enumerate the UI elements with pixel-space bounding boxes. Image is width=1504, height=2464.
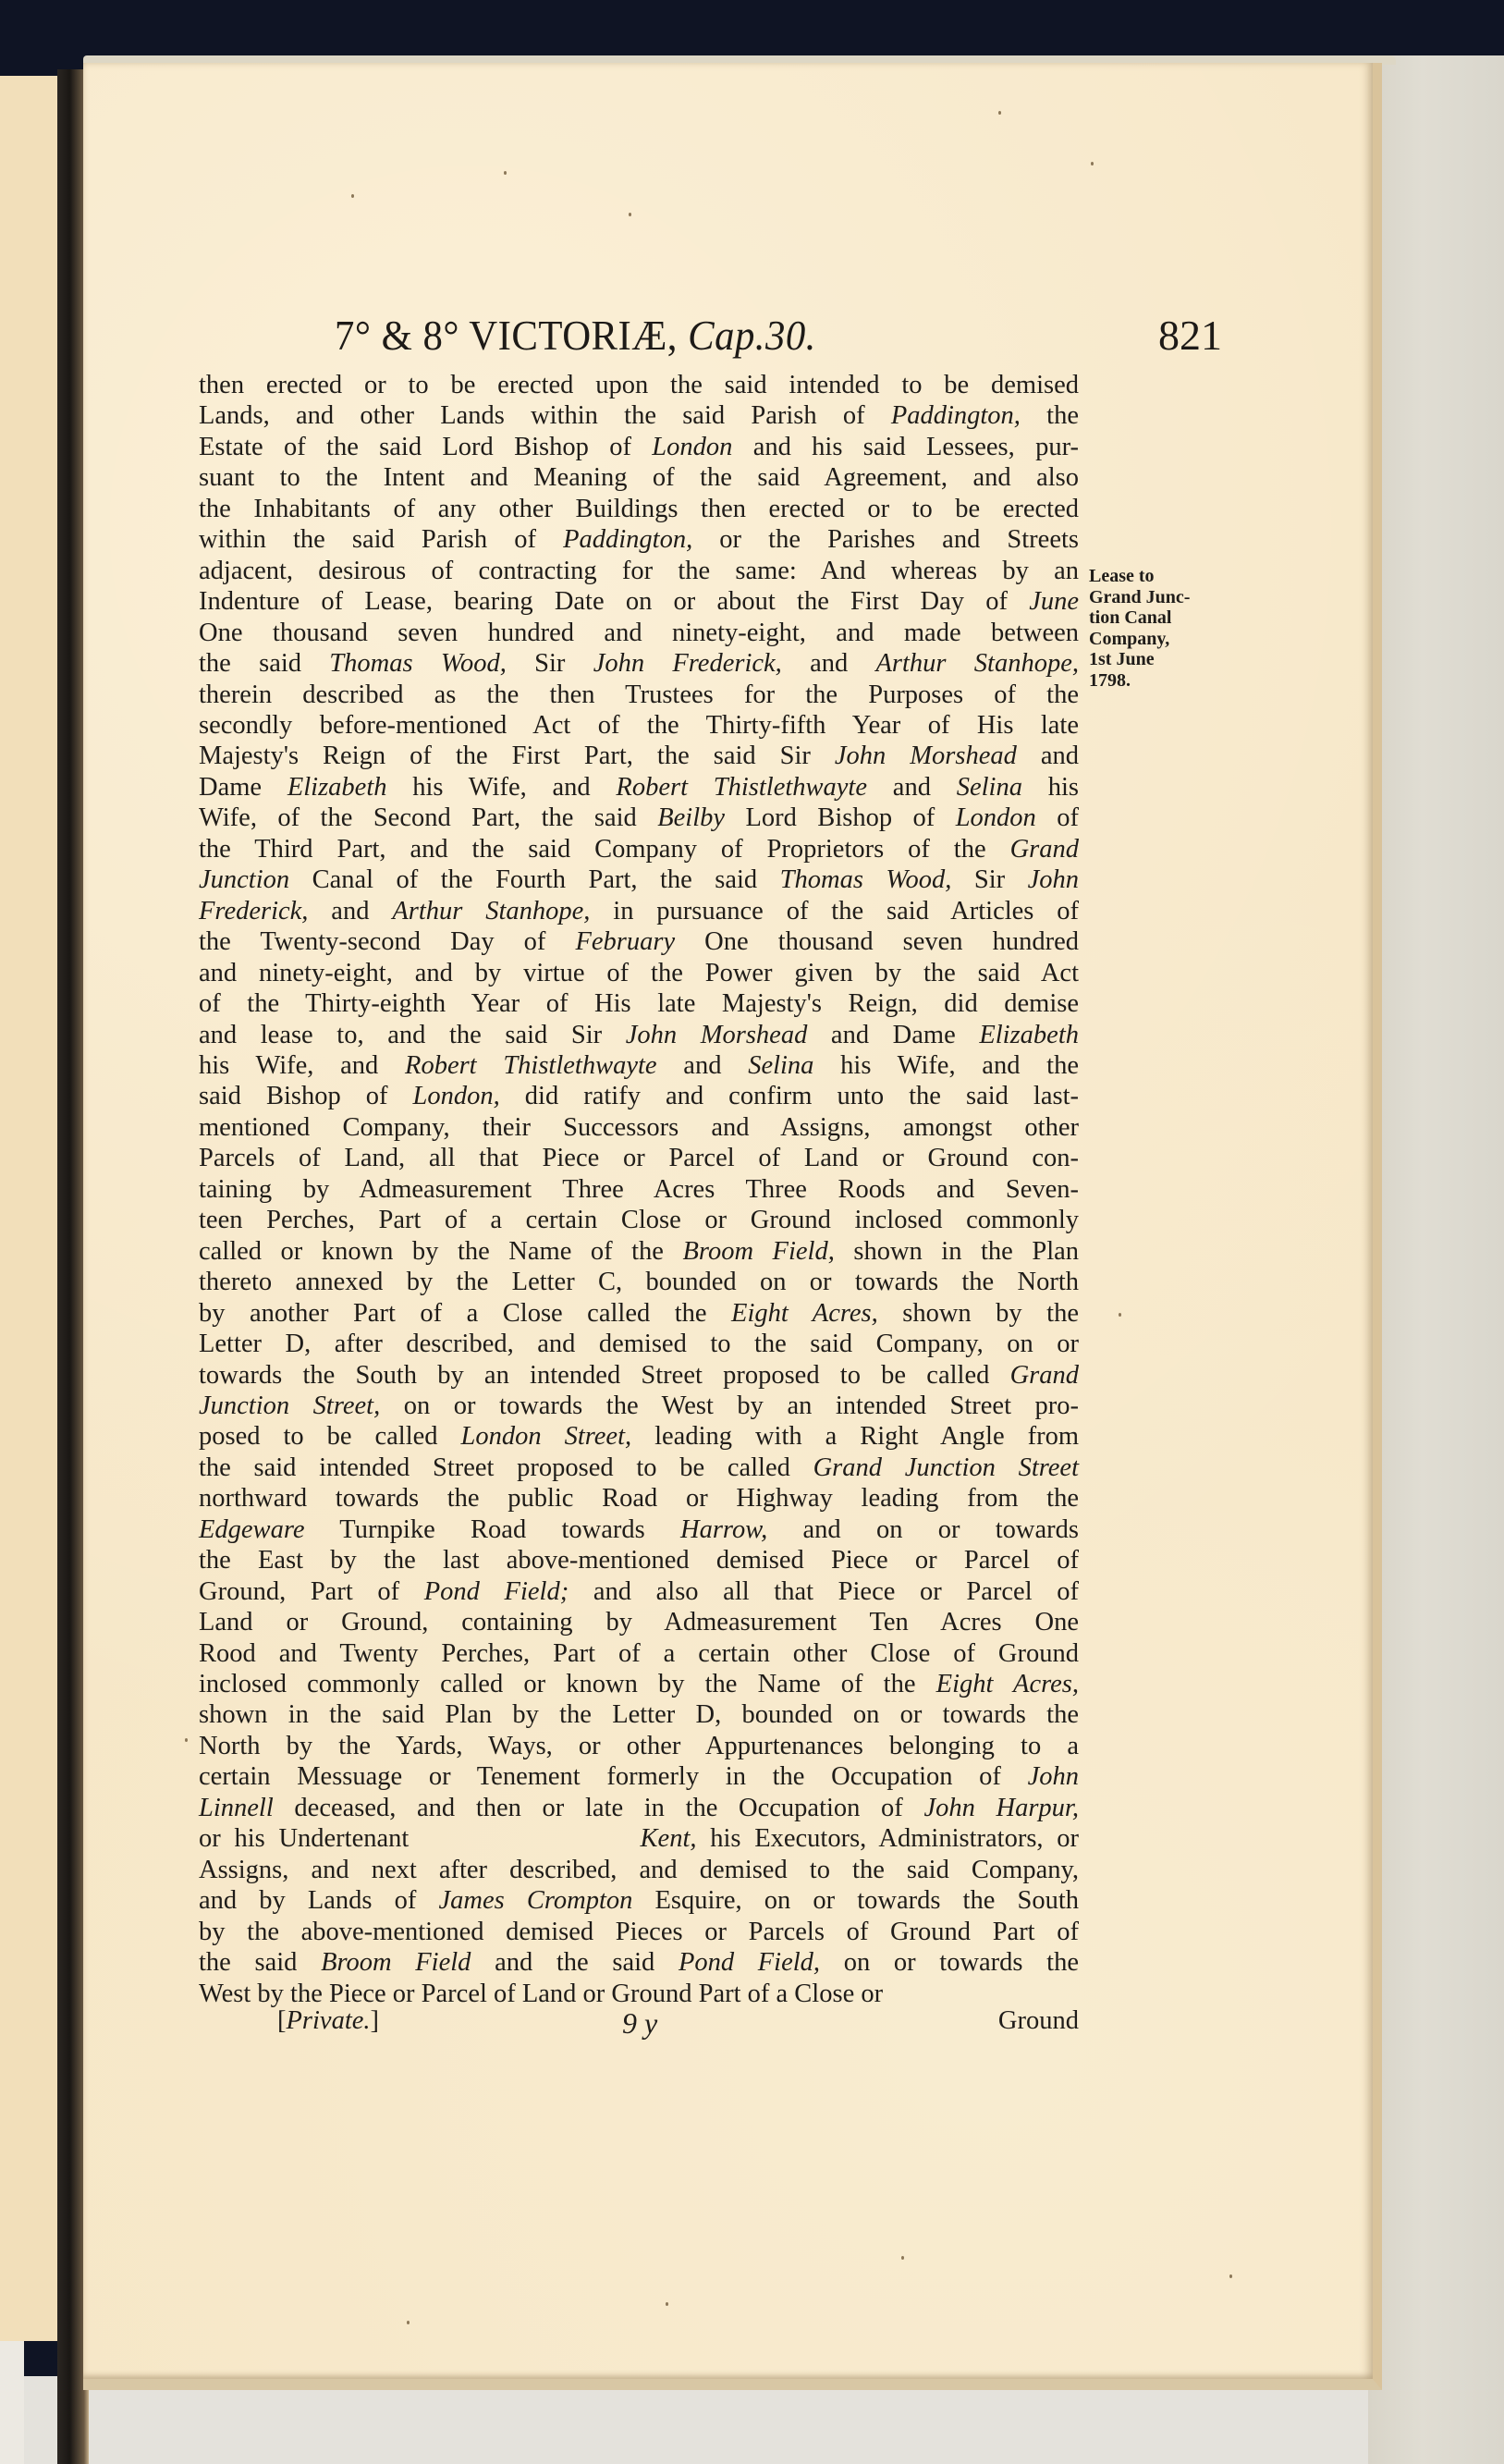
italic-text: Linnell [199, 1793, 274, 1822]
text-segment: his [1021, 772, 1080, 802]
text-line [199, 896, 1079, 926]
text-line [199, 1979, 1079, 2009]
text-line [199, 1112, 1079, 1143]
text-segment: posed to be called [199, 1422, 461, 1452]
text-segment: and [656, 1050, 749, 1080]
italic-text: John Morshead [834, 742, 1017, 771]
paper-speck [185, 1738, 188, 1742]
italic-text: Beilby [657, 803, 726, 833]
text-line [199, 618, 1079, 648]
text-line [199, 1761, 1079, 1792]
italic-text: London [652, 432, 733, 461]
italic-text: Arthur Stanhope, [875, 649, 1079, 679]
text-line [199, 556, 1079, 586]
text-line [199, 1947, 1079, 1978]
italic-text: Broom Field [321, 1948, 471, 1978]
private-label-text: Private. [286, 2006, 371, 2035]
italic-text: Edgeware [199, 1514, 305, 1544]
chapter-number: Cap.30. [688, 312, 816, 359]
text-segment: North by the Yards, Ways, or other Appurtenances belonging to a [199, 1731, 1079, 1760]
page-number: 821 [1158, 312, 1222, 359]
text-segment: One thousand seven hundred and ninety-eight, and made between [199, 618, 1079, 647]
margin-note [1089, 566, 1200, 691]
italic-text: Thomas Wood, [779, 865, 952, 895]
text-line [199, 524, 1079, 555]
text-segment: Sir [506, 649, 593, 679]
text-segment: West by the Piece or Parcel of Land or Ground Part of a Close or [199, 1979, 884, 2008]
text-segment: suant to the Intent and Meaning of the said Agreement, and also [199, 463, 1079, 493]
text-segment: in pursuance of the said Articles of [590, 896, 1080, 926]
text-line [199, 1669, 1079, 1699]
paper-speck [998, 111, 1001, 115]
text-segment: Assigns, and next after described, and demised to the said Company, [199, 1855, 1079, 1884]
text-line [199, 1917, 1079, 1947]
text-segment: teen Perches, Part of a certain Close or Ground inclosed commonly [199, 1206, 1079, 1235]
italic-text: Robert Thistlethwayte [405, 1050, 657, 1080]
text-segment: Land or Ground, containing by Admeasurement Ten Acres One [199, 1608, 1079, 1637]
text-segment: and on or towards [767, 1514, 1079, 1544]
paper-speck [504, 171, 507, 175]
margin-note-line: tion Canal [1089, 607, 1172, 628]
text-segment: leading with a Right Angle from [631, 1422, 1079, 1452]
italic-text: Robert Thistlethwayte [616, 772, 868, 802]
text-segment: Letter D, after described, and demised to the said Company, on or [199, 1330, 1079, 1359]
text-segment: then erected or to be erected upon the said intended to be demised [199, 371, 1079, 399]
running-head [335, 311, 1222, 357]
text-segment: shown in the said Plan by the Letter D, bounded on or towards the [199, 1700, 1079, 1730]
text-line [199, 988, 1079, 1019]
italic-text: Junction Street, [199, 1391, 381, 1420]
text-line [199, 1081, 1079, 1111]
text-segment: and [308, 896, 393, 926]
text-segment: Wife, of the Second Part, the said [199, 803, 658, 833]
body-text [199, 370, 1079, 2009]
text-line [199, 1236, 1079, 1267]
text-segment: Majesty's Reign of the First Part, the said Sir [199, 742, 835, 771]
text-segment: Turnpike Road towards [304, 1514, 680, 1544]
text-segment: and Dame [807, 1020, 980, 1049]
text-line [199, 400, 1079, 431]
text-segment: and ninety-eight, and by virtue of the Power given by the said Act [199, 958, 1079, 987]
italic-text: London [955, 803, 1036, 833]
text-segment: One thousand seven hundred [675, 927, 1079, 957]
text-segment: the [1020, 401, 1079, 431]
paper-speck [407, 2321, 410, 2324]
italic-text: Pond Field, [678, 1948, 821, 1978]
facing-page-edge [0, 76, 57, 2341]
book-cover-edge [1368, 55, 1504, 2464]
paper-speck [666, 2302, 668, 2306]
text-segment: adjacent, desirous of contracting for the same: And whereas by an [199, 556, 1079, 585]
text-segment: did ratify and confirm unto the said last- [499, 1082, 1080, 1111]
text-segment: northward towards the public Road or Highway leading from the [199, 1484, 1079, 1514]
text-segment: Lands, and other Lands within the said Parish of [199, 401, 891, 431]
text-segment: and [781, 649, 876, 679]
private-act-label [277, 2006, 379, 2036]
text-line [199, 1298, 1079, 1329]
text-segment: by another Part of a Close called the [199, 1298, 732, 1328]
text-segment: and by Lands of [199, 1886, 439, 1916]
text-line [199, 1360, 1079, 1391]
text-segment: the Twenty-second Day of [199, 927, 576, 957]
text-line [199, 1638, 1079, 1669]
text-segment: Indenture of Lease, bearing Date on or about the First Day of [199, 587, 1030, 617]
italic-text: Grand Junction Street [813, 1453, 1079, 1482]
text-segment: inclosed commonly called or known by the Name of the [199, 1670, 936, 1699]
text-line [199, 1699, 1079, 1730]
text-line [199, 1514, 1079, 1545]
text-line [199, 1453, 1079, 1483]
italic-text: John [1027, 1762, 1079, 1792]
running-head-title [335, 311, 816, 360]
text-line [199, 1823, 1079, 1854]
text-segment: shown by the [877, 1298, 1079, 1328]
italic-text: London, [412, 1082, 500, 1111]
text-line [199, 1329, 1079, 1359]
italic-text: Frederick, [199, 896, 309, 926]
text-segment: therein described as the then Trustees for the Purposes of the [199, 680, 1079, 709]
text-segment: on or towards the West by an intended Street pro- [380, 1391, 1080, 1420]
text-segment: and lease to, and the said Sir [199, 1020, 626, 1049]
italic-text: Eight Acres, [935, 1670, 1079, 1699]
text-segment: secondly before-mentioned Act of the Thirty-fifth Year of His late [199, 710, 1079, 740]
text-segment: by the above-mentioned demised Pieces or Parcels of Ground Part of [199, 1917, 1079, 1946]
italic-text: Eight Acres, [731, 1298, 878, 1328]
italic-text: Broom Field, [682, 1236, 835, 1266]
italic-text: John Frederick, [593, 649, 782, 679]
text-segment: of the Thirty-eighth Year of His late Majesty's Reign, did demise [199, 989, 1079, 1019]
italic-text: Kent, [640, 1824, 697, 1854]
text-line [199, 462, 1079, 493]
text-segment: towards the South by an intended Street proposed to be called [199, 1360, 1010, 1390]
text-line [199, 1391, 1079, 1421]
margin-note-line: Grand Junc- [1089, 586, 1191, 607]
text-line [199, 648, 1079, 679]
text-segment: and [867, 772, 957, 802]
text-segment: of [1035, 803, 1079, 833]
text-segment: his Wife, and [199, 1050, 406, 1080]
signature-mark: 9 y [622, 2006, 658, 2040]
text-line [199, 710, 1079, 741]
text-segment: Esquire, on or towards the South [632, 1886, 1079, 1916]
text-segment: the Inhabitants of any other Buildings then erected or to be erected [199, 494, 1079, 523]
paper-speck [351, 194, 354, 198]
text-segment: on or towards the [820, 1948, 1079, 1978]
paper-speck [1229, 2274, 1232, 2278]
margin-note-line: 1798. [1089, 669, 1131, 691]
text-segment: Estate of the said Lord Bishop of [199, 432, 653, 461]
facing-page-lower [0, 2341, 24, 2464]
paper-speck [1091, 162, 1094, 165]
italic-text: James Crompton [438, 1886, 633, 1916]
italic-text: Selina [748, 1050, 814, 1080]
act-regnal-year: 7° & 8° VICTORIÆ, [335, 312, 678, 359]
text-segment: thereto annexed by the Letter C, bounded on or towards the North [199, 1268, 1079, 1297]
text-segment: the said [199, 1948, 322, 1978]
text-line [199, 586, 1079, 617]
italic-text: Arthur Stanhope, [392, 896, 591, 926]
italic-text: June [1029, 587, 1079, 617]
text-segment: called or known by the Name of the [199, 1236, 683, 1266]
text-segment: and his said Lessees, pur- [732, 432, 1079, 461]
italic-text: Thomas Wood, [329, 649, 507, 679]
text-segment: his Wife, and [386, 772, 617, 802]
text-segment: the said intended Street proposed to be called [199, 1453, 813, 1482]
text-line [199, 1545, 1079, 1575]
paper-speck [1119, 1313, 1121, 1317]
text-line [199, 1793, 1079, 1823]
text-line [199, 1174, 1079, 1205]
text-line [199, 1607, 1079, 1637]
text-line [199, 958, 1079, 988]
text-segment: deceased, and then or late in the Occupation of [273, 1793, 924, 1822]
margin-note-line: Lease to [1089, 566, 1155, 586]
italic-text: John [1027, 865, 1079, 895]
text-segment: shown in the Plan [834, 1236, 1080, 1266]
text-segment: Ground, Part of [199, 1576, 424, 1606]
text-line [199, 1576, 1079, 1607]
text-segment: Parcels of Land, all that Piece or Parcel of Land or Ground con- [199, 1144, 1079, 1173]
text-line [199, 1267, 1079, 1297]
italic-text: John Morshead [625, 1020, 808, 1049]
text-segment: the Third Part, and the said Company of Proprietors of the [199, 834, 1010, 864]
text-segment: the East by the last above-mentioned demised Piece or Parcel of [199, 1546, 1079, 1575]
text-segment: within the said Parish of [199, 525, 564, 555]
text-line [199, 494, 1079, 524]
italic-text: Paddington, [563, 525, 693, 555]
text-line [199, 1205, 1079, 1235]
text-segment: his Wife, and the [813, 1050, 1080, 1080]
text-line [199, 864, 1079, 895]
italic-text: Elizabeth [287, 772, 387, 802]
italic-text: Elizabeth [979, 1020, 1079, 1049]
italic-text: February [575, 927, 676, 957]
text-line [199, 370, 1079, 400]
paper-speck [901, 2256, 904, 2260]
text-line [199, 834, 1079, 864]
text-segment: Dame [199, 772, 287, 802]
text-segment: or the Parishes and Streets [692, 525, 1079, 555]
italic-text: John Harpur, [923, 1793, 1079, 1822]
italic-text: Pond Field; [423, 1576, 569, 1606]
text-line [199, 772, 1079, 803]
margin-note-line: Company, [1089, 628, 1170, 649]
text-segment: or his Undertenant [199, 1824, 641, 1854]
text-line [199, 803, 1079, 833]
text-line [199, 1731, 1079, 1761]
bracket-close: ] [370, 2006, 380, 2035]
italic-text: London Street, [460, 1422, 632, 1452]
text-segment: Sir [951, 865, 1028, 895]
italic-text: Grand [1009, 834, 1079, 864]
italic-text: Junction [199, 865, 290, 895]
text-segment: Lord Bishop of [725, 803, 956, 833]
text-line [199, 1855, 1079, 1885]
text-segment: and [1016, 742, 1079, 771]
text-segment: certain Messuage or Tenement formerly in the Occupation of [199, 1762, 1028, 1792]
text-line [199, 1483, 1079, 1514]
text-segment: mentioned Company, their Successors and Assigns, amongst other [199, 1112, 1079, 1142]
text-segment: said Bishop of [199, 1082, 413, 1111]
catchword: Ground [997, 2006, 1079, 2035]
text-line [199, 680, 1079, 710]
text-segment: Canal of the Fourth Part, the said [289, 865, 780, 895]
bracket-open: [ [277, 2006, 287, 2035]
text-line [199, 432, 1079, 462]
text-segment: Rood and Twenty Perches, Part of a certain other Close of Ground [199, 1638, 1079, 1668]
text-segment: taining by Admeasurement Three Acres Three Roods and Seven- [199, 1174, 1079, 1204]
text-line [199, 1143, 1079, 1173]
italic-text: Harrow, [680, 1514, 768, 1544]
italic-text: Selina [956, 772, 1022, 802]
text-line [199, 741, 1079, 771]
text-segment: his Executors, Administrators, or [696, 1824, 1080, 1854]
italic-text: Grand [1009, 1360, 1079, 1390]
paper-speck [629, 213, 631, 216]
text-line [199, 926, 1079, 957]
text-line [199, 1020, 1079, 1050]
text-segment: the said [199, 649, 330, 679]
margin-note-line: 1st June [1089, 649, 1155, 669]
text-segment: and the said [471, 1948, 679, 1978]
text-line [199, 1050, 1079, 1081]
page-footer [199, 2006, 1079, 2043]
text-line [199, 1885, 1079, 1916]
text-line [199, 1421, 1079, 1452]
text-segment: and also all that Piece or Parcel of [569, 1576, 1079, 1606]
italic-text: Paddington, [890, 401, 1021, 431]
